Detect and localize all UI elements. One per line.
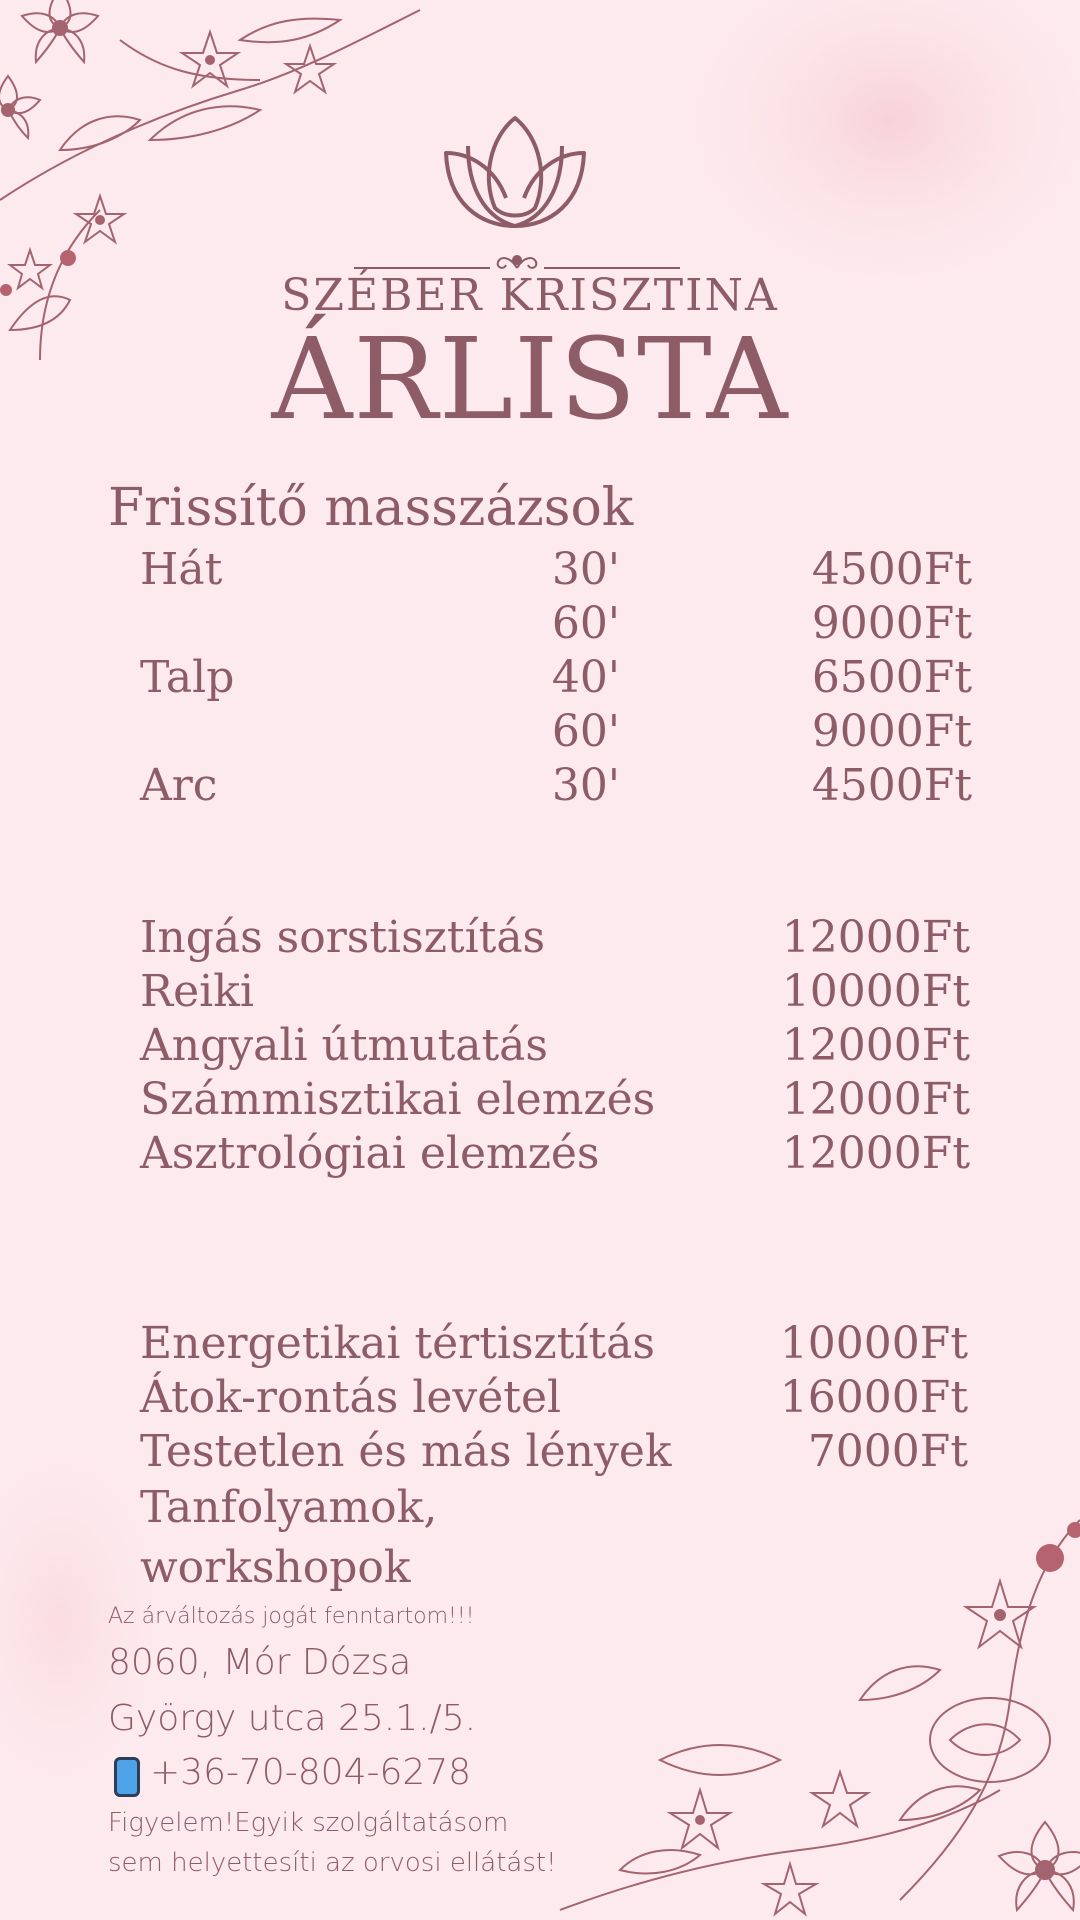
service-price: 12000Ft (781, 1020, 970, 1071)
courses-line-2: workshopok (140, 1542, 411, 1593)
service-name: Testetlen és más lények (140, 1426, 672, 1477)
service-name: Reiki (140, 966, 254, 1017)
massage-duration: 30' (551, 544, 620, 595)
service-price: 10000Ft (779, 1318, 968, 1369)
massage-duration: 60' (551, 598, 620, 649)
courses-line-1: Tanfolyamok, (140, 1482, 438, 1533)
massage-price: 9000Ft (811, 706, 972, 757)
brand-name: SZÉBER KRISZTINA (281, 270, 779, 321)
service-name: Ingás sorstisztítás (140, 912, 546, 963)
address-line-2: György utca 25.1./5. (108, 1698, 477, 1739)
service-name: Angyali útmutatás (140, 1020, 548, 1071)
massage-price: 4500Ft (811, 760, 972, 811)
service-name: Asztrológiai elemzés (140, 1128, 600, 1179)
service-name: Számmisztikai elemzés (140, 1074, 656, 1125)
massage-duration: 30' (551, 760, 620, 811)
massage-duration: 60' (551, 706, 620, 757)
medical-warning-line-2: sem helyettesíti az orvosi ellátást! (108, 1848, 557, 1878)
phone-number: +36-70-804-6278 (150, 1752, 472, 1793)
floral-bottom-right (560, 1520, 1080, 1914)
divider-ornament (350, 248, 684, 272)
massage-price: 6500Ft (811, 652, 972, 703)
medical-warning-line-1: Figyelem!Egyik szolgáltatásom (108, 1808, 509, 1838)
price-change-note: Az árváltozás jogát fenntartom!!! (108, 1604, 475, 1629)
service-price: 16000Ft (779, 1372, 968, 1423)
massage-price: 4500Ft (811, 544, 972, 595)
lotus-icon (440, 108, 590, 238)
page-title: ÁRLISTA (271, 315, 789, 445)
service-price: 10000Ft (781, 966, 970, 1017)
massage-name: Hát (140, 544, 223, 595)
service-price: 7000Ft (807, 1426, 968, 1477)
service-price: 12000Ft (781, 1128, 970, 1179)
service-name: Energetikai tértisztítás (140, 1318, 655, 1369)
massage-price: 9000Ft (811, 598, 972, 649)
service-price: 12000Ft (781, 912, 970, 963)
address-line-1: 8060, Mór Dózsa (108, 1642, 412, 1683)
mobile-phone-icon (114, 1757, 140, 1797)
massage-duration: 40' (551, 652, 620, 703)
massage-name: Arc (140, 760, 218, 811)
section-title-massages: Frissítő masszázsok (108, 478, 634, 538)
service-price: 12000Ft (781, 1074, 970, 1125)
massage-name: Talp (140, 652, 235, 703)
service-name: Átok-rontás levétel (140, 1372, 562, 1423)
